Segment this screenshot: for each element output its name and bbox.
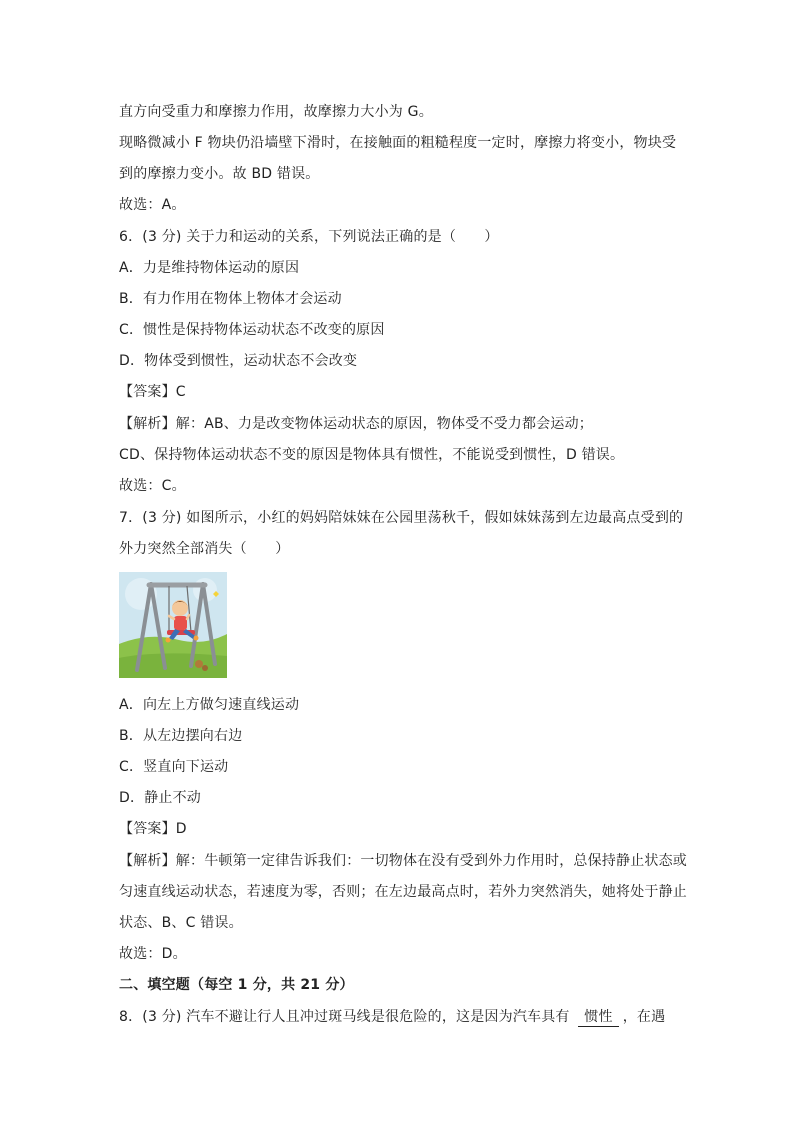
swing-scene-icon bbox=[119, 572, 227, 678]
child-shoe bbox=[194, 636, 199, 641]
question-8-text: 8．(3 分) 汽车不避让行人且冲过斑马线是很危险的，这是因为汽车具有 bbox=[119, 1009, 575, 1025]
question-6-stem: 6．(3 分) 关于力和运动的关系，下列说法正确的是（ ） bbox=[119, 229, 499, 245]
question-6-option-d: D．物体受到惯性，运动状态不会改变 bbox=[119, 353, 358, 369]
child-head bbox=[172, 600, 188, 616]
question-7-option-b: B．从左边摆向右边 bbox=[119, 728, 243, 744]
grass-shadow bbox=[119, 653, 227, 678]
question-6-option-b: B．有力作用在物体上物体才会运动 bbox=[119, 291, 342, 307]
question-6-explanation: CD、保持物体运动状态不变的原因是物体具有惯性，不能说受到惯性，D 错误。 bbox=[119, 447, 625, 463]
question-7-explanation: 匀速直线运动状态，若速度为零，否则；在左边最高点时，若外力突然消失，她将处于静止 bbox=[119, 884, 687, 900]
question-7-stem: 外力突然全部消失（ ） bbox=[119, 541, 290, 557]
stone bbox=[202, 665, 208, 671]
question-8-stem bbox=[119, 1007, 665, 1027]
question-7-option-d: D．静止不动 bbox=[119, 790, 201, 806]
question-7-selection: 故选：D。 bbox=[119, 946, 187, 962]
question-6-option-a: A．力是维持物体运动的原因 bbox=[119, 260, 300, 276]
child-shoe bbox=[166, 638, 171, 643]
text-line: 直方向受重力和摩擦力作用，故摩擦力大小为 G。 bbox=[119, 104, 433, 120]
text-line: 到的摩擦力变小。故 BD 错误。 bbox=[119, 166, 320, 182]
question-6-explanation: 【解析】解：AB、力是改变物体运动状态的原因，物体受不受力都会运动； bbox=[119, 416, 593, 432]
question-7-stem: 7．(3 分) 如图所示，小红的妈妈陪妹妹在公园里荡秋千，假如妹妹荡到左边最高点受到的 bbox=[119, 510, 684, 526]
question-7-explanation: 状态、B、C 错误。 bbox=[119, 915, 243, 931]
swing-illustration bbox=[119, 572, 227, 678]
text-line: 现略微减小 F 物块仍沿墙壁下滑时，在接触面的粗糙程度一定时，摩擦力将变小，物块受 bbox=[119, 135, 677, 151]
child-shirt bbox=[174, 616, 187, 630]
question-7-answer: 【答案】D bbox=[119, 821, 187, 837]
answer-selection: 故选：A。 bbox=[119, 197, 186, 213]
question-7-option-c: C．竖直向下运动 bbox=[119, 759, 229, 775]
question-8-text: ，在遇 bbox=[622, 1009, 666, 1025]
question-7-explanation: 【解析】解：牛顿第一定律告诉我们：一切物体在没有受到外力作用时，总保持静止状态或 bbox=[119, 853, 687, 869]
question-6-selection: 故选：C。 bbox=[119, 478, 186, 494]
question-6-option-c: C．惯性是保持物体运动状态不改变的原因 bbox=[119, 322, 385, 338]
section-heading: 二、填空题（每空 1 分，共 21 分） bbox=[119, 977, 354, 993]
question-7-option-a: A．向左上方做匀速直线运动 bbox=[119, 697, 300, 713]
stone bbox=[195, 660, 203, 668]
fill-in-blank-answer: 惯性 bbox=[578, 1008, 618, 1027]
question-6-answer: 【答案】C bbox=[119, 384, 186, 400]
